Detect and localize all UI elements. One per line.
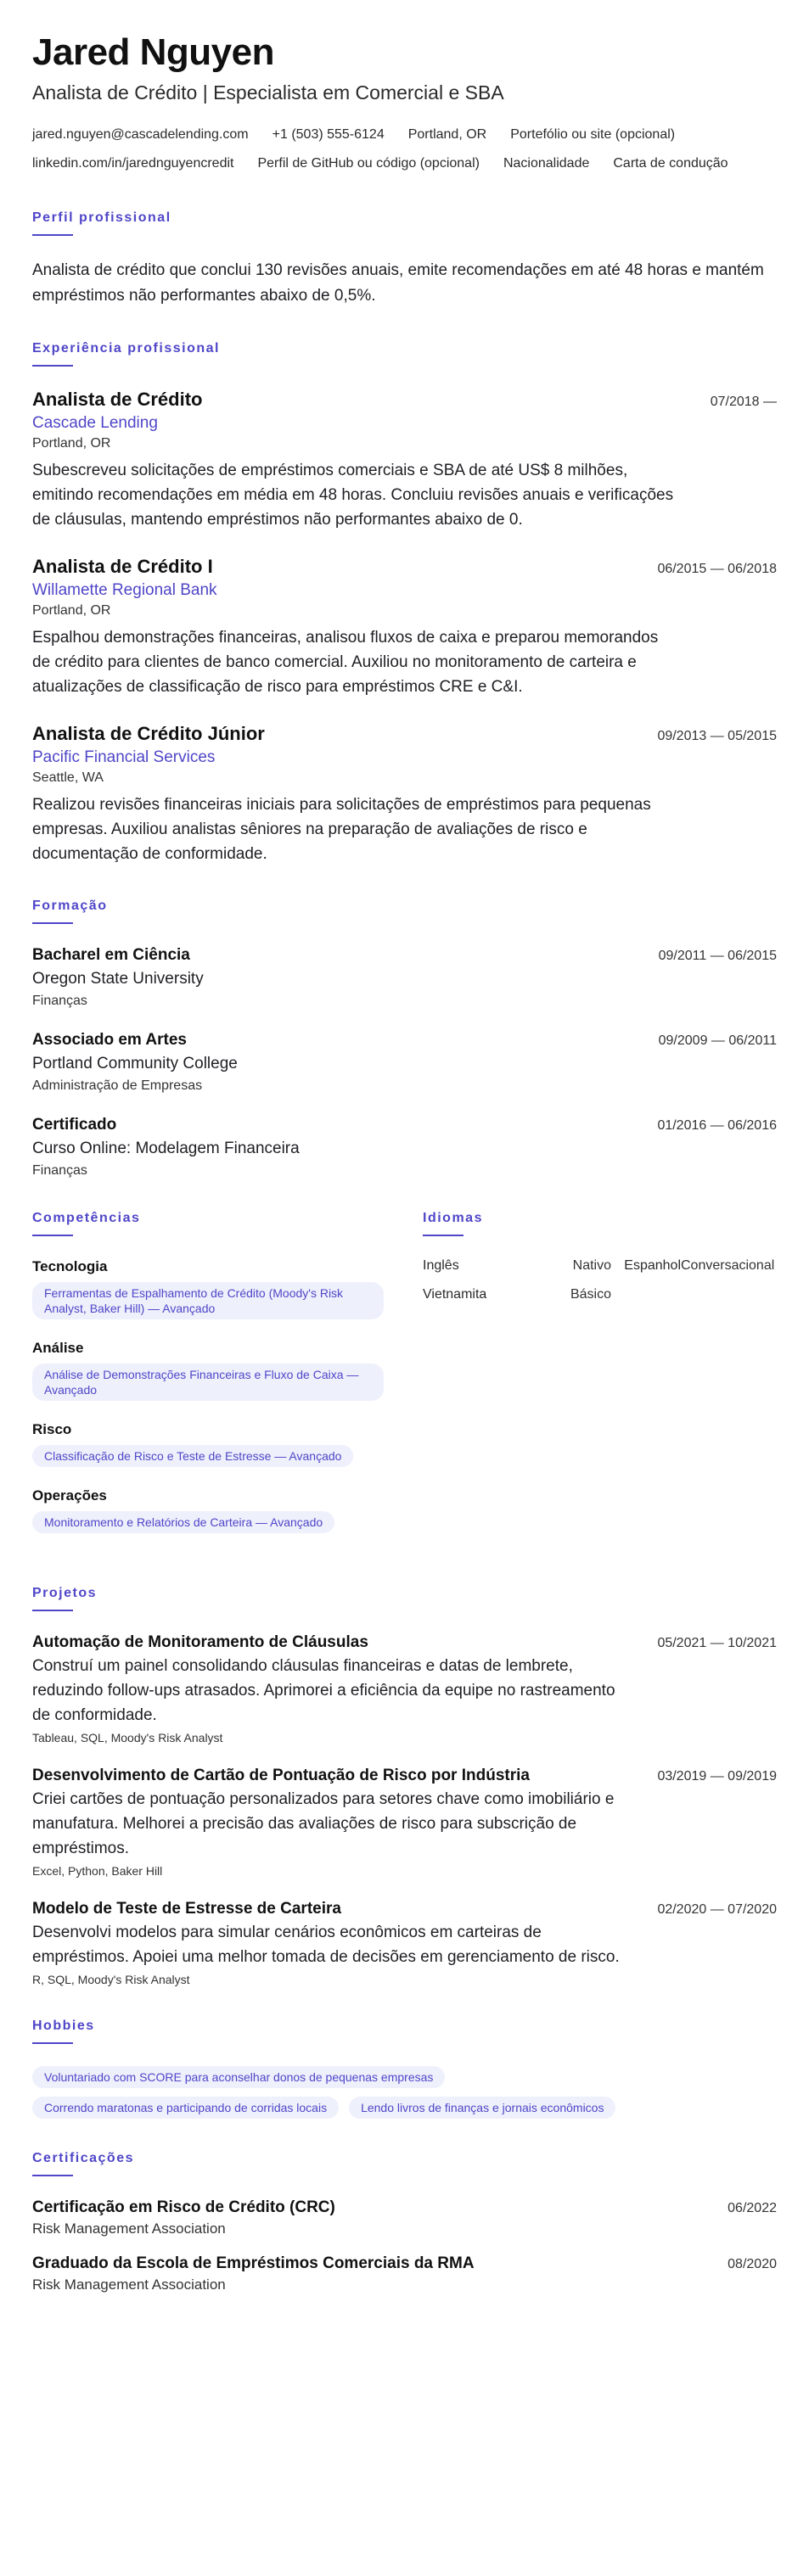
job-description: Espalhou demonstrações financeiras, analisou fluxos de caixa e preparou memorandos de crédito para clientes de banco comercial. Auxiliou no monitoramento de carteira e atualizações de classificação de risco para empréstimos CRE e C&I.	[32, 629, 659, 696]
certification-entry	[32, 2198, 777, 2237]
project-entry	[32, 1633, 777, 1744]
education-entry	[32, 946, 777, 1009]
job-title: Analista de Crédito I	[32, 556, 213, 577]
section-divider	[32, 2175, 73, 2176]
project-title: Desenvolvimento de Cartão de Pontuação de Risco por Indústria	[32, 1767, 530, 1784]
skill-chip: Ferramentas de Espalhamento de Crédito (Moody's Risk Analyst, Baker Hill) — Avançado	[32, 1282, 384, 1319]
candidate-headline: Analista de Crédito | Especialista em Comercial e SBA	[32, 81, 504, 104]
job-location: Portland, OR	[32, 603, 111, 618]
languages-grid	[423, 1258, 777, 1302]
job-entry	[32, 389, 777, 532]
language-level: Nativo	[572, 1258, 611, 1273]
contact-info	[32, 120, 777, 178]
languages-section	[423, 1211, 777, 1554]
skill-category: Risco	[32, 1421, 72, 1437]
education-degree: Certificado	[32, 1116, 117, 1134]
job-date: 07/2018 —	[710, 395, 777, 409]
skill-group	[32, 1258, 389, 1324]
job-title: Analista de Crédito	[32, 389, 203, 410]
contact-license: Carta de condução	[613, 156, 728, 171]
certification-date: 06/2022	[728, 2201, 777, 2215]
hobby-chip: Voluntariado com SCORE para aconselhar donos de pequenas empresas	[32, 2066, 445, 2088]
project-entry	[32, 1900, 777, 1986]
section-title-certifications: Certificações	[32, 2151, 134, 2165]
job-description: Realizou revisões financeiras iniciais para solicitações de empréstimos para pequenas empresas. Auxiliou analistas sêniores na preparação de avaliações de risco e documentação de conformidade.	[32, 796, 651, 863]
profile-summary: Analista de crédito que conclui 130 revisões anuais, emite recomendações em até 48 horas e mantém empréstimos não performantes abaixo de 0,5%.	[32, 261, 764, 305]
hobby-chip-list	[32, 2066, 711, 2119]
section-title-hobbies: Hobbies	[32, 2019, 95, 2033]
contact-portfolio[interactable]: Portefólio ou site (opcional)	[510, 127, 676, 142]
section-title-languages: Idiomas	[423, 1211, 483, 1225]
certification-org: Risk Management Association	[32, 2220, 226, 2237]
education-school: Curso Online: Modelagem Financeira	[32, 1140, 300, 1157]
hobbies-section	[32, 2019, 777, 2119]
section-divider	[423, 1235, 463, 1236]
education-degree: Associado em Artes	[32, 1031, 187, 1049]
section-title-projects: Projetos	[32, 1586, 98, 1600]
project-tools: Tableau, SQL, Moody's Risk Analyst	[32, 1731, 223, 1744]
education-date: 01/2016 — 06/2016	[657, 1118, 777, 1133]
certification-title: Graduado da Escola de Empréstimos Comerciais da RMA	[32, 2254, 475, 2272]
project-entry	[32, 1767, 777, 1878]
job-date: 09/2013 — 05/2015	[657, 729, 777, 743]
certifications-section	[32, 2151, 777, 2293]
experience-section	[32, 341, 777, 866]
section-title-experience: Experiência profissional	[32, 341, 220, 356]
certification-entry	[32, 2254, 777, 2293]
education-area: Finanças	[32, 1163, 87, 1178]
skill-group	[32, 1340, 389, 1406]
language-name: Inglês	[423, 1258, 459, 1273]
skill-group	[32, 1487, 389, 1538]
project-title: Modelo de Teste de Estresse de Carteira	[32, 1900, 341, 1918]
education-entry	[32, 1116, 777, 1179]
job-location: Seattle, WA	[32, 770, 104, 785]
project-tools: R, SQL, Moody's Risk Analyst	[32, 1973, 190, 1986]
job-date: 06/2015 — 06/2018	[657, 562, 777, 576]
skill-category: Tecnologia	[32, 1258, 108, 1274]
certification-org: Risk Management Association	[32, 2276, 226, 2293]
project-description: Construí um painel consolidando cláusulas financeiras e datas de lembrete, reduzindo follow-ups atrasados. Aprimorei a eficiência da equipe no rastreamento de conformidade.	[32, 1657, 615, 1724]
skills-languages-row	[32, 1211, 777, 1554]
section-divider	[32, 922, 73, 924]
job-description: Subescreveu solicitações de empréstimos comerciais e SBA de até US$ 8 milhões, emitindo recomendações em média em 48 horas. Concluiu revisões anuais e verificações de cláusulas, mantendo empréstimos não performantes abaixo de 0.	[32, 462, 674, 529]
skills-section	[32, 1211, 389, 1554]
skill-chip: Análise de Demonstrações Financeiras e Fluxo de Caixa — Avançado	[32, 1364, 384, 1401]
project-description: Criei cartões de pontuação personalizados para setores chave como imobiliário e manufatura. Melhorei a precisão das avaliações de risco para subscrição de empréstimos.	[32, 1790, 615, 1857]
education-area: Administração de Empresas	[32, 1078, 203, 1093]
education-section	[32, 899, 777, 1179]
skill-category: Análise	[32, 1340, 84, 1356]
language-name: Espanhol	[624, 1258, 681, 1273]
job-entry	[32, 723, 777, 866]
contact-location: Portland, OR	[407, 127, 487, 142]
job-title: Analista de Crédito Júnior	[32, 723, 265, 744]
section-title-profile: Perfil profissional	[32, 210, 171, 225]
project-title: Automação de Monitoramento de Cláusulas	[32, 1633, 368, 1651]
education-date: 09/2009 — 06/2011	[658, 1033, 777, 1048]
section-divider	[32, 1235, 73, 1236]
project-date: 05/2021 — 10/2021	[657, 1636, 777, 1650]
hobby-chip: Lendo livros de finanças e jornais econômicos	[349, 2097, 615, 2119]
section-title-skills: Competências	[32, 1211, 141, 1225]
language-level: Básico	[570, 1287, 611, 1302]
project-description: Desenvolvi modelos para simular cenários econômicos em carteiras de empréstimos. Apoiei uma melhor tomada de decisões em gerenciamento de risco.	[32, 1924, 620, 1966]
skill-chip: Classificação de Risco e Teste de Estresse — Avançado	[32, 1445, 353, 1467]
hobby-chip: Correndo maratonas e participando de corridas locais	[32, 2097, 339, 2119]
education-entry	[32, 1031, 777, 1094]
education-school: Oregon State University	[32, 970, 204, 988]
project-tools: Excel, Python, Baker Hill	[32, 1864, 163, 1878]
resume-header	[32, 31, 777, 178]
section-divider	[32, 365, 73, 367]
education-degree: Bacharel em Ciência	[32, 946, 190, 964]
contact-github[interactable]: Perfil de GitHub ou código (opcional)	[257, 156, 480, 171]
job-company: Cascade Lending	[32, 414, 158, 432]
skill-chip: Monitoramento e Relatórios de Carteira — Avançado	[32, 1511, 334, 1533]
section-title-education: Formação	[32, 899, 108, 913]
job-company: Willamette Regional Bank	[32, 581, 217, 599]
job-entry	[32, 556, 777, 699]
projects-section	[32, 1586, 777, 1986]
certification-date: 08/2020	[728, 2257, 777, 2271]
education-date: 09/2011 — 06/2015	[658, 949, 777, 963]
candidate-name: Jared Nguyen	[32, 31, 274, 73]
skill-category: Operações	[32, 1487, 107, 1504]
section-divider	[32, 234, 73, 236]
contact-phone[interactable]: +1 (503) 555-6124	[272, 127, 385, 142]
project-date: 02/2020 — 07/2020	[657, 1902, 777, 1917]
skill-group	[32, 1421, 389, 1472]
language-level: Conversacional	[681, 1258, 775, 1273]
education-area: Finanças	[32, 994, 87, 1008]
job-company: Pacific Financial Services	[32, 748, 216, 766]
profile-section	[32, 210, 777, 309]
certification-title: Certificação em Risco de Crédito (CRC)	[32, 2198, 335, 2216]
contact-linkedin[interactable]: linkedin.com/in/jarednguyencredit	[32, 156, 234, 171]
contact-nationality: Nacionalidade	[503, 156, 590, 171]
section-divider	[32, 1610, 73, 1611]
section-divider	[32, 2042, 73, 2044]
job-location: Portland, OR	[32, 436, 111, 451]
project-date: 03/2019 — 09/2019	[657, 1769, 777, 1784]
contact-email[interactable]: jared.nguyen@cascadelending.com	[32, 127, 249, 142]
education-school: Portland Community College	[32, 1055, 238, 1072]
language-name: Vietnamita	[423, 1287, 487, 1302]
